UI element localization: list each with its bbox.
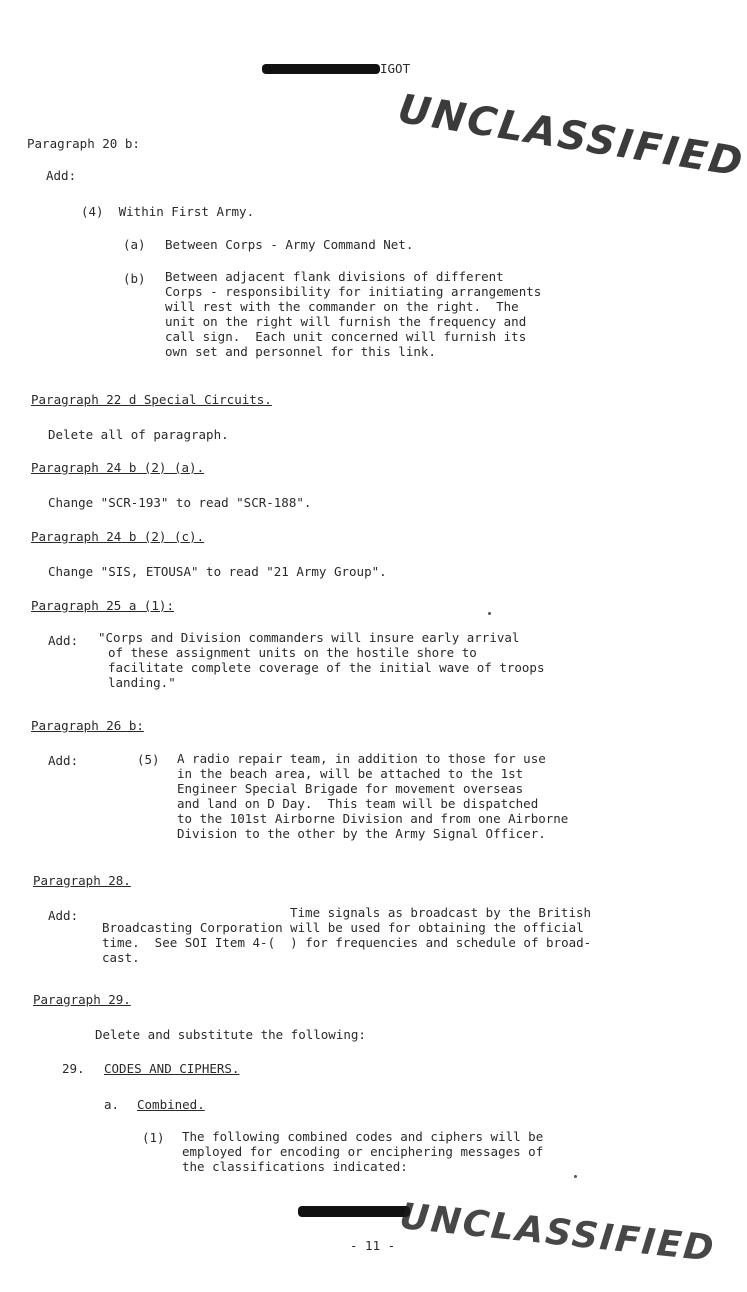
p29-heading: Paragraph 29. [33, 992, 131, 1007]
p28-text [102, 920, 591, 965]
p26-line: A radio repair team, in addition to those for use [177, 751, 546, 766]
p29-text: Delete and substitute the following: [95, 1027, 366, 1042]
p26-line: to the 101st Airborne Division and from one Airborne [177, 811, 569, 826]
p25-line: facilitate complete coverage of the initial wave of troops [108, 660, 545, 675]
p24c-text: Change "SIS, ETOUSA" to read "21 Army Group". [48, 564, 387, 579]
p24c-heading: Paragraph 24 b (2) (c). [31, 529, 205, 544]
page-number: - 11 - [350, 1238, 396, 1253]
p26-line: Division to the other by the Army Signal Officer. [177, 826, 546, 841]
p25-add: Add: [48, 633, 79, 648]
p20-heading: Paragraph 20 b: [27, 136, 140, 151]
classification-header: IGOT [380, 61, 411, 76]
p20-b-line: unit on the right will furnish the frequency and [165, 314, 527, 329]
p26-line: Engineer Special Brigade for movement overseas [177, 781, 524, 796]
p25-heading: Paragraph 25 a (1): [31, 598, 174, 613]
p20-b-line: Between adjacent flank divisions of different [165, 269, 504, 284]
p29-title: CODES AND CIPHERS. [104, 1061, 240, 1076]
p28-add: Add: [48, 908, 79, 923]
p26-line: and land on D Day. This team will be dispatched [177, 796, 539, 811]
p28-line: Broadcasting Corporation will be used for obtaining the official [102, 920, 584, 935]
p29-1-line: employed for encoding or enciphering messages of [182, 1144, 544, 1159]
p20-b-text [165, 269, 541, 359]
p20-item4: (4) Within First Army. [81, 204, 255, 219]
p20-a-label: (a) [123, 237, 146, 252]
p20-b-line: Corps - responsibility for initiating arrangements [165, 284, 542, 299]
redaction-bar-bottom [298, 1206, 410, 1217]
p28-heading: Paragraph 28. [33, 873, 131, 888]
p25-line: landing." [108, 675, 176, 690]
p20-b-label: (b) [123, 271, 146, 286]
p22-text: Delete all of paragraph. [48, 427, 229, 442]
p24a-heading: Paragraph 24 b (2) (a). [31, 460, 205, 475]
p25-line: "Corps and Division commanders will insure early arrival [98, 630, 520, 645]
p29-1-text [182, 1129, 543, 1174]
p26-line: in the beach area, will be attached to the 1st [177, 766, 524, 781]
p20-b-line: will rest with the commander on the right. The [165, 299, 519, 314]
unclassified-stamp-bottom: UNCLASSIFIED [397, 1196, 718, 1270]
p20-b-line: call sign. Each unit concerned will furnish its [165, 329, 527, 344]
p26-heading: Paragraph 26 b: [31, 718, 144, 733]
ink-speck [488, 612, 491, 615]
p20-a-text: Between Corps - Army Command Net. [165, 237, 414, 252]
p29-a-title: Combined. [137, 1097, 205, 1112]
p29-1-label: (1) [142, 1130, 165, 1145]
p24a-text: Change "SCR-193" to read "SCR-188". [48, 495, 312, 510]
ink-speck [574, 1175, 577, 1178]
p28-line: cast. [102, 950, 140, 965]
p26-text [177, 751, 568, 841]
p28-first-line: Time signals as broadcast by the British [290, 905, 592, 920]
p22-heading: Paragraph 22 d Special Circuits. [31, 392, 272, 407]
redaction-bar-top [262, 64, 380, 74]
p29-1-line: the classifications indicated: [182, 1159, 408, 1174]
p26-add: Add: [48, 753, 79, 768]
p26-num: (5) [137, 752, 160, 767]
p29-1-line: The following combined codes and ciphers will be [182, 1129, 544, 1144]
p28-line: time. See SOI Item 4-( ) for frequencies and schedule of broad- [102, 935, 592, 950]
p20-add: Add: [46, 168, 77, 183]
unclassified-stamp-top: UNCLASSIFIED [394, 86, 747, 187]
p29-num: 29. [62, 1061, 85, 1076]
p20-b-line: own set and personnel for this link. [165, 344, 436, 359]
p25-text [0, 630, 545, 690]
p29-a-label: a. [104, 1097, 120, 1112]
p25-line: of these assignment units on the hostile shore to [108, 645, 477, 660]
